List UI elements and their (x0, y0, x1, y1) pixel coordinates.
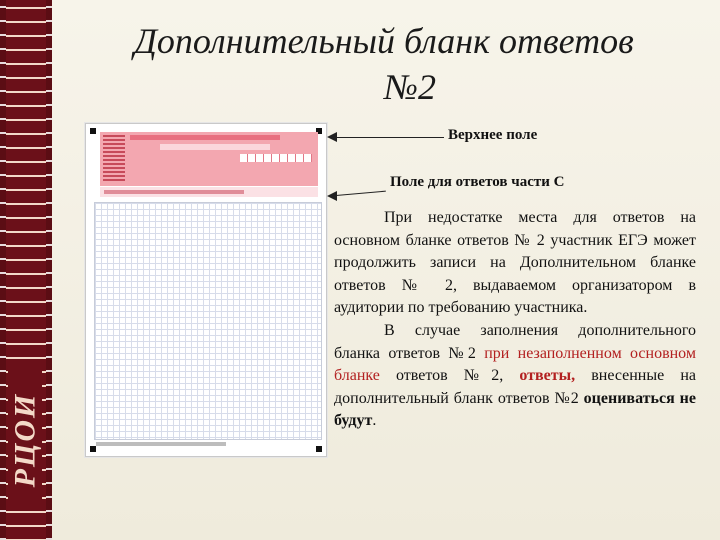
form-subheader (100, 187, 318, 197)
p2-start: В случае заполнения дополнительного бланка ответов №2 (334, 321, 696, 362)
form-header-stripe (160, 144, 270, 150)
paragraph-2 (334, 320, 696, 433)
callout-top-field: Верхнее поле (448, 127, 538, 143)
form-footer-note (96, 442, 226, 446)
callout-line (336, 137, 444, 138)
callout-answers-field: Поле для ответов части С (390, 174, 565, 190)
p2-emphasis-not-graded: оцениваться не будут (334, 389, 696, 430)
decorative-binding-strip (0, 0, 52, 540)
form-header-cells (240, 154, 312, 162)
title-line-2: №2 (384, 67, 436, 107)
p2-mid2: внесенные на дополнительный бланк ответов №2 (334, 367, 697, 407)
form-header-stripe (130, 135, 280, 140)
callout-line (336, 191, 386, 196)
body-text (334, 207, 696, 433)
form-corner-marker (90, 446, 96, 452)
p2-emphasis-answers: ответы, (519, 367, 576, 385)
form-barcode (103, 135, 125, 181)
rcoi-logo (8, 370, 42, 510)
p2-emphasis-red: при незаполненном основном бланке (334, 344, 697, 385)
form-subheader-text (104, 190, 244, 194)
answer-form-image (85, 123, 327, 457)
p2-end: . (372, 412, 377, 430)
form-corner-marker (90, 128, 96, 134)
title-line-1: Дополнительный бланк ответов (134, 21, 634, 61)
rcoi-logo-text: РЦОИ (8, 392, 42, 488)
form-top-field (100, 132, 318, 186)
form-corner-marker (316, 446, 322, 452)
p2-mid: ответов №2, (379, 367, 520, 385)
slide-title (60, 18, 720, 110)
paragraph-1: При недостатке места для ответов на основном бланке ответов № 2 участник ЕГЭ может продолжить записи на Дополнительном бланке ответов № 2, выдаваемом организатором в аудитории по требованию участника. (334, 209, 696, 317)
form-answer-grid (94, 202, 322, 440)
